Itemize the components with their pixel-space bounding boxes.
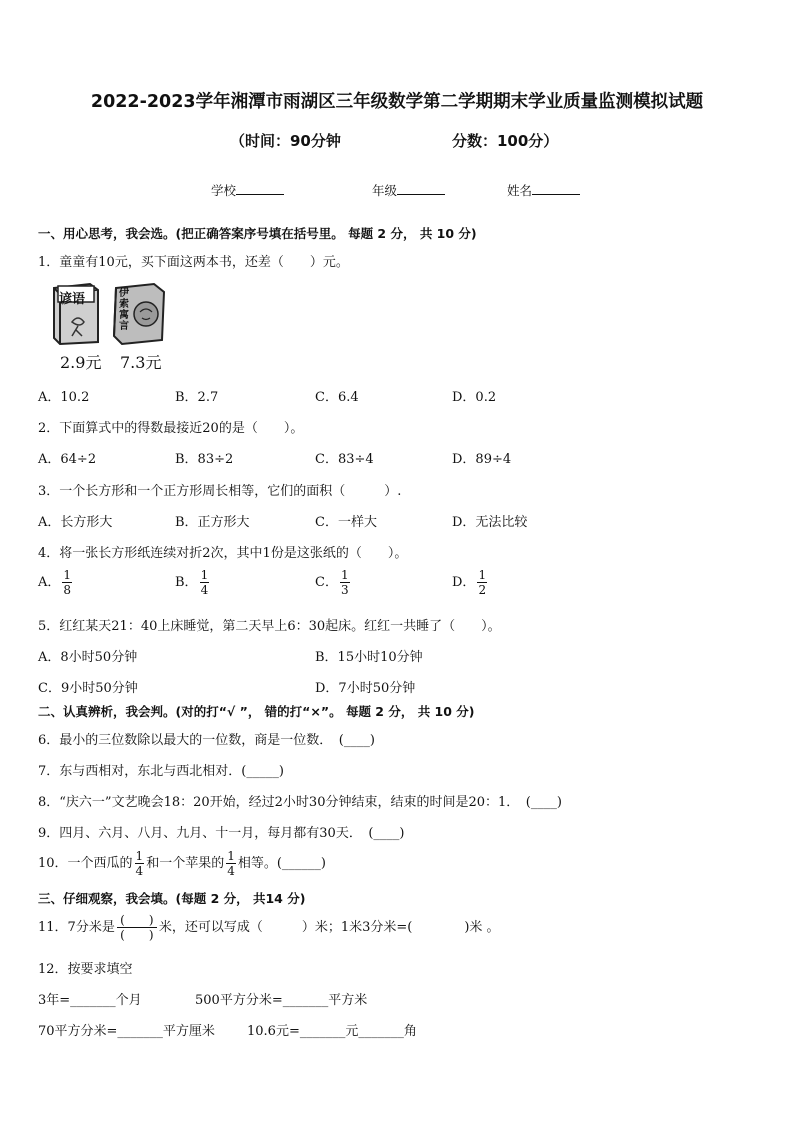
question-9: 9．四月、六月、八月、九月、十一月，每月都有30天． (____) (38, 826, 405, 841)
fraction-1-3: $\frac{1}{3}$ (340, 568, 349, 597)
grade-blank[interactable] (397, 182, 445, 195)
book-proverbs-title: 谚语 (59, 292, 86, 307)
book-proverbs-price: 2.9元 (60, 353, 102, 372)
exam-time: （时间：90分钟 (230, 132, 341, 150)
question-6: 6．最小的三位数除以最大的一位数，商是一位数． (____) (38, 733, 375, 748)
q3-option-c[interactable]: C．一样大 (315, 515, 377, 530)
q1-option-c[interactable]: C．6.4 (315, 390, 359, 405)
name-field (507, 181, 580, 199)
q12-sq-dm-to-sq-cm[interactable]: 70平方分米=_______平方厘米 (38, 1024, 215, 1039)
q2-option-d[interactable]: D．89÷4 (452, 452, 512, 467)
fraction-1-4-watermelon: $\frac{1}{4}$ (135, 849, 144, 878)
page-title: 2022-2023学年湘潭市雨湖区三年级数学第二学期期末学业质量监测模拟试题 (90, 92, 704, 112)
fraction-1-8: $\frac{1}{8}$ (63, 568, 72, 597)
q2-option-c[interactable]: C．83÷4 (315, 452, 374, 467)
school-label: 学校 (211, 183, 237, 198)
q3-option-d[interactable]: D．无法比较 (452, 515, 528, 530)
fraction-1-4: $\frac{1}{4}$ (200, 568, 209, 597)
book-aesop-price: 7.3元 (120, 353, 162, 372)
question-8: 8．“庆六一”文艺晚会18：20开始，经过2小时30分钟结束，结束的时间是20：1． (____) (38, 795, 562, 810)
section-3-heading: 三、仔细观察，我会填。(每题 2 分， 共14 分) (38, 891, 306, 906)
school-blank[interactable] (236, 182, 284, 195)
question-11: 11．7分米是 $\frac{( )}{( )}$ 米，还可以写成（ ）米；1米3分米=( )米 。 (38, 913, 500, 942)
q5-option-d[interactable]: D．7小时50分钟 (315, 681, 416, 696)
q4-option-d[interactable] (452, 568, 489, 597)
question-4: 4．将一张长方形纸连续对折2次，其中1份是这张纸的（ ）。 (38, 546, 408, 561)
q3-option-a[interactable]: A．长方形大 (38, 515, 113, 530)
q5-option-b[interactable]: B．15小时10分钟 (315, 650, 423, 665)
question-3: 3．一个长方形和一个正方形周长相等，它们的面积（ ）. (38, 484, 402, 499)
question-12: 12．按要求填空 (38, 962, 133, 977)
q4-option-b-label: B． (175, 575, 198, 590)
fraction-1-2: $\frac{1}{2}$ (478, 568, 487, 597)
q12-years-to-months[interactable]: 3年=_______个月 (38, 993, 142, 1008)
q12-yuan-to-jiao[interactable]: 10.6元=_______元_______角 (247, 1024, 417, 1039)
q2-option-a[interactable]: A．64÷2 (38, 452, 97, 467)
q3-option-b[interactable]: B．正方形大 (175, 515, 250, 530)
grade-label: 年级 (372, 183, 398, 198)
question-5: 5．红红某天21：40上床睡觉，第二天早上6：30起床。红红一共睡了（ ）。 (38, 619, 501, 634)
question-7: 7．东与西相对，东北与西北相对．(_____) (38, 764, 284, 779)
q4-option-a[interactable] (38, 568, 74, 597)
q4-option-b[interactable] (175, 568, 211, 597)
book-proverbs-image (50, 282, 102, 350)
section-2-heading: 二、认真辨析，我会判。(对的打“√ ”， 错的打“×”。 每题 2 分， 共 10 分) (38, 704, 475, 719)
q4-option-c[interactable] (315, 568, 352, 597)
q4-option-c-label: C． (315, 575, 338, 590)
q1-option-b[interactable]: B．2.7 (175, 390, 219, 405)
grade-field (372, 181, 445, 199)
section-1-heading: 一、用心思考，我会选。(把正确答案序号填在括号里。 每题 2 分， 共 10 分) (38, 226, 477, 241)
q4-option-a-label: A． (38, 575, 61, 590)
question-10: 10．一个西瓜的 $\frac{1}{4}$ 和一个苹果的 $\frac{1}{4}$ 相等。(______) (38, 849, 326, 878)
q2-option-b[interactable]: B．83÷2 (175, 452, 234, 467)
q1-option-d[interactable]: D．0.2 (452, 390, 497, 405)
name-label: 姓名 (507, 183, 533, 198)
answer-fraction-blank[interactable]: $\frac{( )}{( )}$ (117, 913, 157, 942)
question-2: 2．下面算式中的得数最接近20的是（ ）。 (38, 421, 304, 436)
book-aesop-title: 伊索寓言 (119, 288, 129, 332)
q5-option-a[interactable]: A．8小时50分钟 (38, 650, 138, 665)
q5-option-c[interactable]: C．9小时50分钟 (38, 681, 138, 696)
exam-score: 分数：100分） (452, 132, 559, 150)
fraction-1-4-apple: $\frac{1}{4}$ (227, 849, 235, 878)
q4-option-d-label: D． (452, 575, 476, 590)
q1-option-a[interactable]: A．10.2 (38, 390, 90, 405)
question-1: 1．童童有10元，买下面这两本书，还差（ ）元。 (38, 255, 349, 270)
q12-sq-dm-to-sq-m[interactable]: 500平方分米=_______平方米 (195, 993, 368, 1008)
book-aesop-image (110, 282, 168, 350)
name-blank[interactable] (532, 182, 580, 195)
school-field (211, 181, 284, 199)
